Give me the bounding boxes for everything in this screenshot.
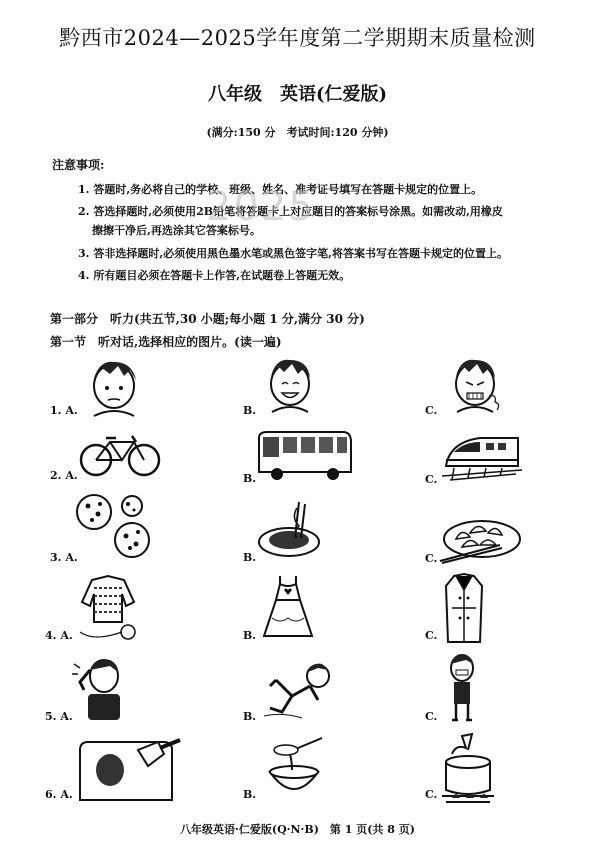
toothache-icon [442, 652, 482, 724]
q1-option-c: C. [425, 404, 438, 417]
boy-thinking-icon [80, 356, 150, 420]
bicycle-icon [78, 432, 162, 478]
q4-option-b: B. [243, 629, 257, 642]
q4-option-a: 4. A. [45, 629, 73, 642]
q6-option-a: 6. A. [45, 788, 73, 801]
fall-hurt-icon [262, 656, 342, 722]
note-item-4: 4. 所有题目必须在答题卡上作答,在试题卷上答题无效。 [78, 269, 351, 282]
boy-smiling-icon [260, 356, 320, 414]
q3-option-a: 3. A. [50, 551, 78, 564]
q4-option-c: C. [425, 629, 438, 642]
note-item-2: 2. 答选择题时,必须使用2B铅笔将答题卡上对应题目的答案标号涂黑。如需改动,用橡皮 [78, 205, 503, 218]
dumplings-icon [440, 515, 524, 563]
sweater-icon [70, 572, 150, 642]
note-item-2-cont: 擦擦干净后,再选涂其它答案标号。 [92, 224, 261, 237]
cookies-icon [72, 492, 162, 562]
q5-option-c: C. [425, 710, 438, 723]
q5-option-a: 5. A. [45, 710, 73, 723]
cooking-pot-icon [438, 730, 498, 806]
watermark: 2025 [206, 184, 316, 230]
q2-option-c: C. [425, 473, 438, 486]
q1-option-a: 1. A. [50, 404, 78, 417]
boy-sick-icon [445, 356, 505, 414]
exam-title: 黔西市2024—2025学年度第二学期期末质量检测 [59, 26, 536, 50]
headache-icon [70, 654, 134, 722]
note-item-1: 1. 答题时,务必将自己的学校、班级、姓名、准考证号填写在答题卡规定的位置上。 [78, 183, 483, 196]
mixing-bowl-icon [262, 736, 326, 800]
q5-option-b: B. [243, 710, 257, 723]
page-footer: 八年级英语·仁爱版(Q·N·B) 第 1 页(共 8 页) [180, 823, 415, 836]
chopping-icon [76, 736, 184, 806]
exam-info: (满分:150 分 考试时间:120 分钟) [206, 126, 389, 139]
section-heading: 第一节 听对话,选择相应的图片。(读一遍) [50, 335, 282, 349]
q6-option-b: B. [243, 788, 257, 801]
bus-icon [255, 430, 355, 482]
train-icon [440, 430, 524, 482]
part-heading: 第一部分 听力(共五节,30 小题;每小题 1 分,满分 30 分) [50, 312, 365, 326]
notes-heading: 注意事项: [52, 158, 105, 172]
exam-subtitle: 八年级 英语(仁爱版) [207, 84, 388, 105]
q3-option-c: C. [425, 552, 438, 565]
q3-option-b: B. [243, 551, 257, 564]
note-item-3: 3. 答非选择题时,必须使用黑色墨水笔或黑色签字笔,将答案书写在答题卡规定的位置上。 [78, 247, 508, 260]
q2-option-b: B. [243, 472, 257, 485]
q2-option-a: 2. A. [50, 469, 78, 482]
q6-option-c: C. [425, 788, 438, 801]
q1-option-b: B. [243, 404, 257, 417]
dress-icon [258, 574, 318, 640]
coat-icon [442, 572, 486, 644]
noodles-icon [255, 498, 325, 560]
